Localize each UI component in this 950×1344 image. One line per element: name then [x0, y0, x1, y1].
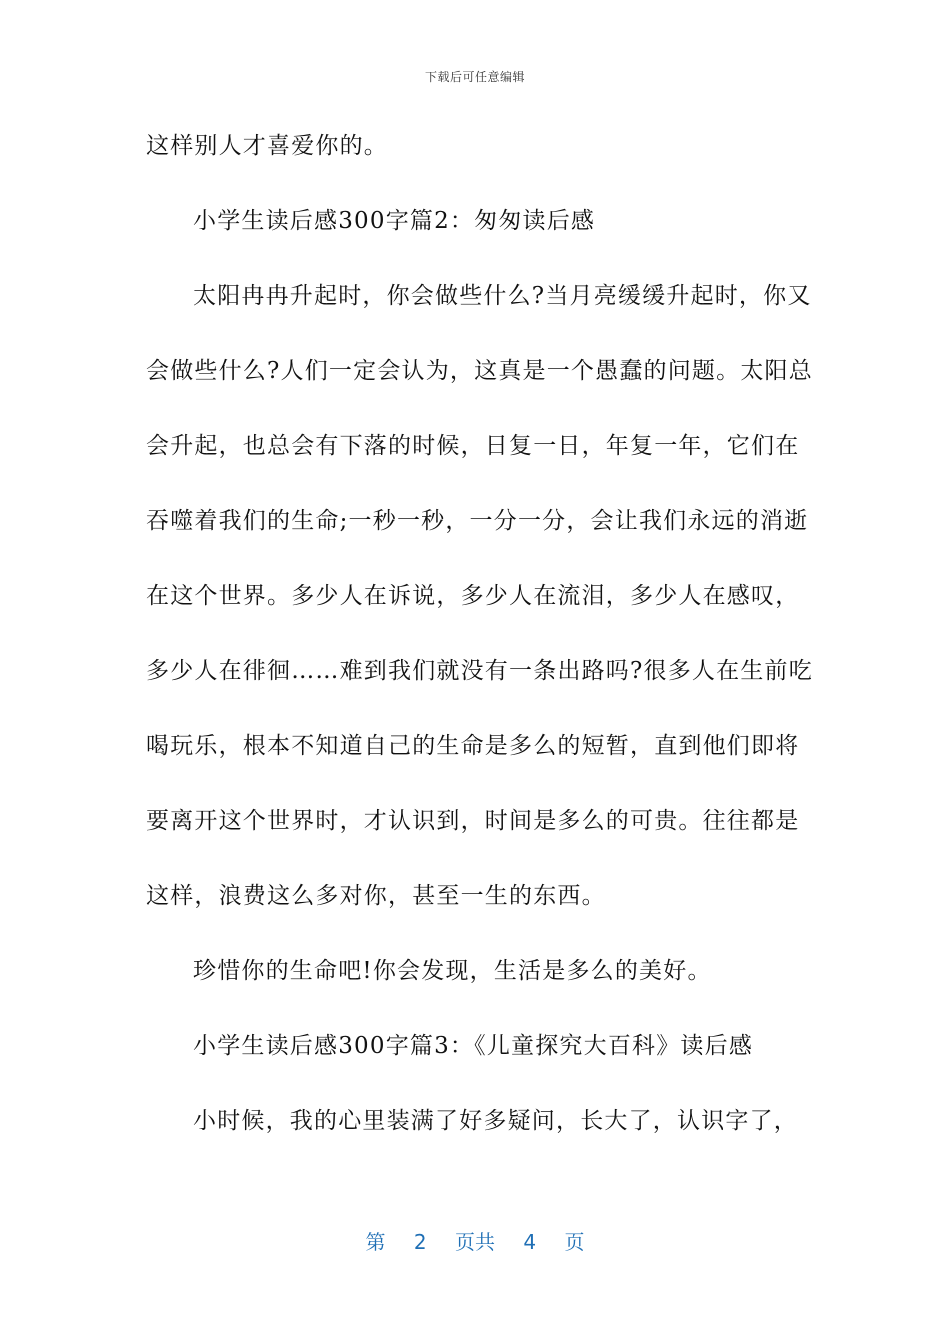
- footer-middle: 页共: [455, 1230, 495, 1254]
- page-number-footer: [0, 1226, 950, 1255]
- footer-suffix: 页: [564, 1230, 585, 1254]
- text-line: 这样，浪费这么多对你，甚至一生的东西。: [146, 883, 606, 909]
- text-line: 要离开这个世界时，才认识到，时间是多么的可贵。往往都是: [146, 808, 800, 834]
- text-line: 吞噬着我们的生命;一秒一秒，一分一分，会让我们永远的消逝: [146, 508, 809, 534]
- text-line: 会做些什么?人们一定会认为，这真是一个愚蠢的问题。太阳总: [146, 358, 813, 384]
- text-line: 小学生读后感300字篇2：匆匆读后感: [193, 208, 596, 234]
- text-line: 会升起，也总会有下落的时候，日复一日，年复一年，它们在: [146, 433, 800, 459]
- footer-total-pages: 4: [523, 1230, 537, 1254]
- text-line: 这样别人才喜爱你的。: [146, 133, 388, 159]
- text-line: 珍惜你的生命吧!你会发现，生活是多么的美好。: [193, 958, 712, 984]
- text-line: 小时候，我的心里装满了好多疑问，长大了，认识字了，: [193, 1108, 798, 1134]
- text-line: 喝玩乐，根本不知道自己的生命是多么的短暂，直到他们即将: [146, 733, 800, 759]
- footer-current-page: 2: [413, 1230, 427, 1254]
- text-line: 在这个世界。多少人在诉说，多少人在流泪，多少人在感叹，: [146, 583, 800, 609]
- document-body: [146, 124, 813, 1174]
- text-line: 小学生读后感300字篇3：《儿童探究大百科》读后感: [193, 1033, 754, 1059]
- text-line: 多少人在徘徊……难到我们就没有一条出路吗?很多人在生前吃: [146, 658, 813, 684]
- text-line: 太阳冉冉升起时，你会做些什么?当月亮缓缓升起时，你又: [193, 283, 812, 309]
- page-header-note: 下载后可任意编辑: [424, 70, 525, 84]
- footer-prefix: 第: [365, 1230, 386, 1254]
